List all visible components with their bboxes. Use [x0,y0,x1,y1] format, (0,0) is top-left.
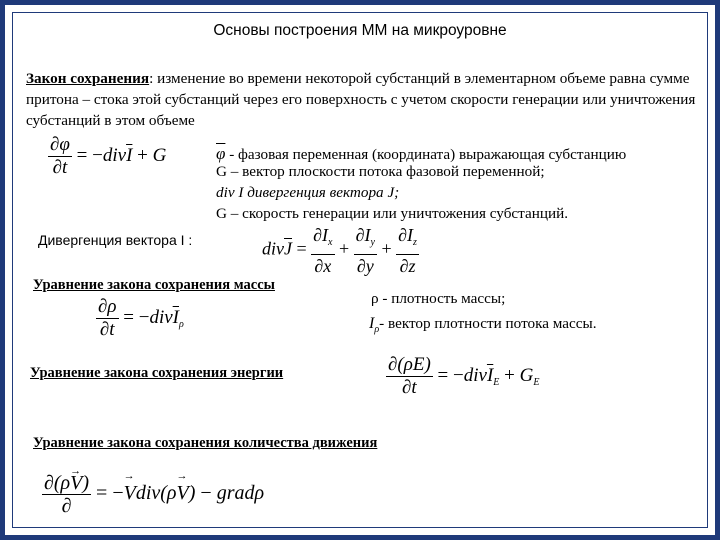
momentum-conservation-heading: Уравнение закона сохранения количества движения [33,435,378,451]
mass-conservation-heading: Уравнение закона сохранения массы [33,277,275,293]
definition-div: div I дивергенция вектора J; [216,184,400,201]
definition-phi: $\overline{\varphi}$ - фазовая переменная (координата) выражающая субстанцию [216,144,627,163]
divergence-formula: $div\overline{J}$ = $\frac{\partial I_x}{\partial x}$ + $\frac{\partial I_y}{\partial y}$ + $\frac{\partial I_z}{\partial z}$ [262,225,417,276]
conservation-law-text: : изменение во времени некоторой субстанций в элементарном объеме равна сумме притона – стока этой субстанций через его поверхность с учетом скорости генерации или уничтожения субстанций в этом объеме [26,70,696,129]
energy-conservation-heading: Уравнение закона сохранения энергии [30,365,284,381]
conservation-law-paragraph [26,68,716,131]
definition-g-rate: G – скорость генерации или уничтожения субстанций. [216,205,569,222]
mass-flux-definition: $I_\rho-$ вектор плотности потока массы. [369,315,597,335]
definition-g-vector: G – вектор плоскости потока фазовой переменной; [216,163,545,180]
mass-conservation-formula: $\frac{\partial\rho}{\partial t}$ = $-div\overline{I}_\rho$ [98,296,184,340]
divergence-label: Дивергенция вектора I : [38,232,193,248]
energy-conservation-formula: $\frac{\partial(\rho E)}{\partial t}$ = $-div\overline{I}_E + G_E$ [388,354,540,398]
slide-title: Основы построения ММ на микроуровне [213,22,507,39]
conservation-law-term: Закон сохранения [26,70,150,87]
rho-definition: ρ - плотность массы; [371,290,506,307]
general-conservation-formula: $\frac{\partial\varphi}{\partial t}$ = $-div\overline{I} + G$ [50,134,167,178]
momentum-conservation-formula: $\frac{\partial(\rho\to V)}{\partial}$ = −→ Vdiv(ρ→ V) − gradρ [42,472,264,517]
